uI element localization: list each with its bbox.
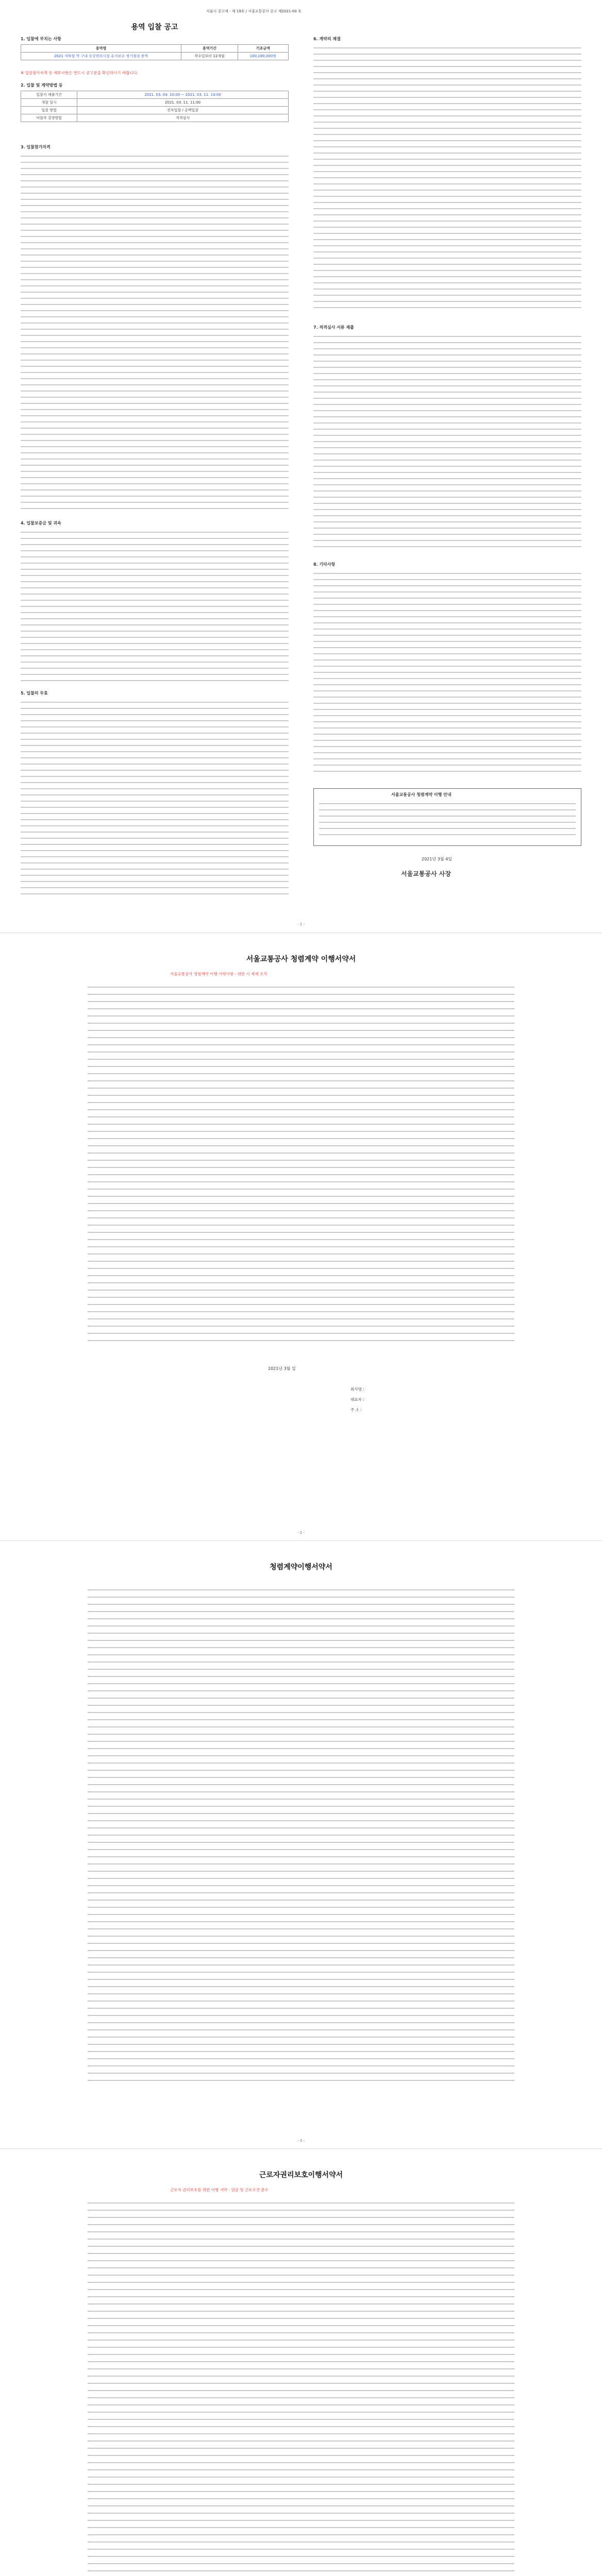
table-cell: 전자입찰 / 총액입찰 bbox=[77, 107, 289, 114]
body-text-block bbox=[313, 571, 581, 777]
table-cell: 2021. 03. 11. 11:00 bbox=[77, 99, 289, 107]
table-cell: 착수일부터 12개월 bbox=[181, 53, 238, 60]
page-title: 청렴계약이행서약서 bbox=[270, 1563, 332, 1571]
red-text: 근로자 권리보호를 위한 이행 서약 - 임금 및 근로조건 준수 bbox=[170, 2188, 269, 2192]
table-cell: 100,180,000원 bbox=[238, 53, 288, 60]
section-heading: 2. 입찰 및 계약방법 등 bbox=[21, 83, 63, 88]
table-cell: 개찰 일시 bbox=[21, 99, 77, 107]
page-number: - 1 - bbox=[297, 922, 305, 926]
table-cell: 적격심사 bbox=[77, 114, 289, 122]
table-cell: 2021. 03. 04. 10:00 ~ 2021. 03. 11. 10:00 bbox=[77, 91, 289, 99]
section-heading: 6. 계약의 체결 bbox=[313, 37, 341, 41]
signer-label: 대표자 : bbox=[350, 1397, 364, 1402]
table-row bbox=[21, 107, 289, 114]
table-header: 용역명 bbox=[21, 45, 181, 53]
page-1 bbox=[0, 0, 602, 933]
top-meta: 서울시 공고제 - 제 19호 / 서울교통공사 공고 제2021-00 호 bbox=[206, 9, 302, 13]
section-heading: 8. 기타사항 bbox=[313, 562, 336, 567]
pledge-date: 2021년 3월 일 bbox=[268, 1366, 296, 1371]
table-header: 기초금액 bbox=[238, 45, 288, 53]
red-note: ※ 입찰참가자격 등 세부사항은 반드시 공고문을 확인하시기 바랍니다. bbox=[21, 71, 139, 75]
table-row bbox=[21, 91, 289, 99]
body-text-block bbox=[88, 1587, 514, 2082]
body-text-block bbox=[21, 154, 289, 514]
bid-schedule-table bbox=[21, 91, 289, 122]
page-number: - 2 - bbox=[297, 1531, 305, 1535]
body-text-block bbox=[313, 45, 581, 313]
announcement-date: 2021년 3월 4일 bbox=[422, 857, 452, 861]
body-text-block bbox=[313, 334, 581, 550]
table-cell: 2021 지하철 역 구내 승강편의시설 유지보수 정기점검 용역 bbox=[21, 53, 181, 60]
page-title: 용역 입찰 공고 bbox=[131, 23, 178, 31]
section-heading: 3. 입찰참가자격 bbox=[21, 145, 51, 149]
table-cell: 입찰 방법 bbox=[21, 107, 77, 114]
page-title: 서울교통공사 청렴계약 이행서약서 bbox=[246, 955, 356, 963]
integrity-notice-box bbox=[313, 788, 581, 846]
section-heading: 1. 입찰에 부치는 사항 bbox=[21, 37, 61, 41]
section-heading: 5. 입찰의 무효 bbox=[21, 691, 48, 696]
box-title: 서울교통공사 청렴계약 이행 안내 bbox=[391, 792, 452, 797]
signer-label: 주 소 : bbox=[350, 1408, 362, 1412]
body-text-block bbox=[21, 700, 289, 895]
section-heading: 7. 적격심사 서류 제출 bbox=[313, 325, 354, 330]
table-cell: 입찰서 제출기간 bbox=[21, 91, 77, 99]
table-row bbox=[21, 53, 289, 60]
box-text bbox=[319, 801, 576, 840]
page-number: - 3 - bbox=[297, 2139, 305, 2143]
body-text-block bbox=[21, 530, 289, 684]
table-row bbox=[21, 114, 289, 122]
right-column bbox=[313, 36, 581, 912]
signer-label: 회사명 : bbox=[350, 1387, 364, 1392]
table-cell: 낙찰자 결정방법 bbox=[21, 114, 77, 122]
left-column bbox=[21, 36, 289, 912]
body-text-block bbox=[88, 985, 514, 1345]
contract-table bbox=[21, 44, 289, 60]
page-3 bbox=[0, 1540, 602, 2149]
page-4 bbox=[0, 2148, 602, 2576]
page-title: 근로자권리보호이행서약서 bbox=[259, 2171, 343, 2179]
table-header: 용역기간 bbox=[181, 45, 238, 53]
signature: 서울교통공사 사장 bbox=[401, 871, 451, 877]
page-2 bbox=[0, 933, 602, 1541]
red-text: 서울교통공사 청렴계약 이행 서약사항 - 위반 시 제재 조치 bbox=[170, 972, 267, 976]
table-row bbox=[21, 99, 289, 107]
section-heading: 4. 입찰보증금 및 귀속 bbox=[21, 521, 61, 526]
body-text-block bbox=[88, 2200, 514, 2576]
